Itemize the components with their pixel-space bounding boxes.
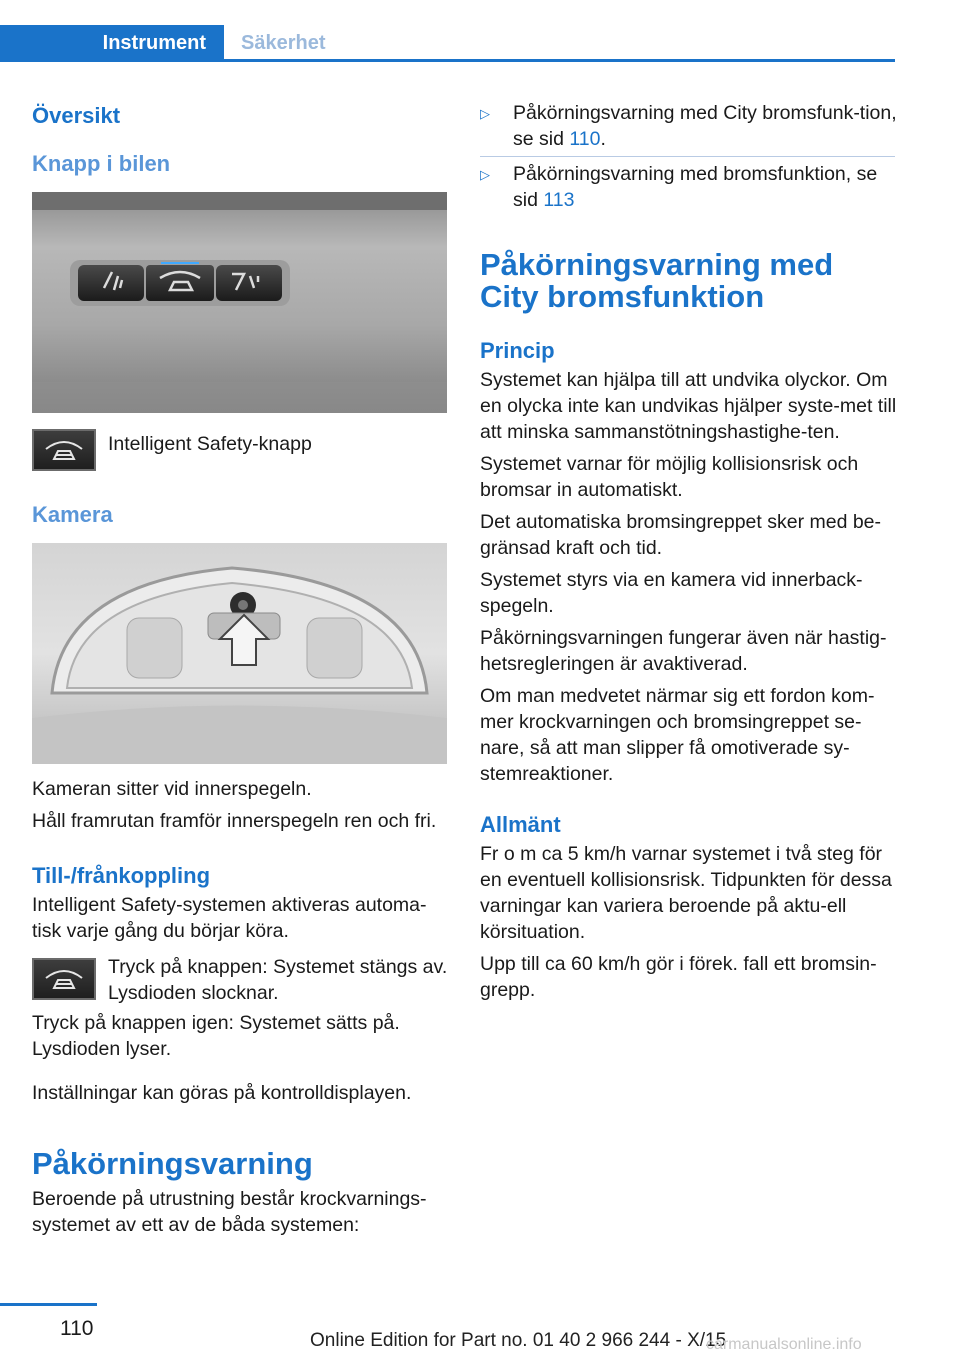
heading-kamera: Kamera <box>32 502 113 527</box>
paragraph-kamera-2: Håll framrutan framför innerspegeln ren och fri. <box>32 810 437 832</box>
safety-button-legend <box>32 429 450 471</box>
link-page-110[interactable]: 110 <box>569 128 601 150</box>
bullet-arrow-icon: ▷ <box>480 106 490 121</box>
bullet-city-text: Påkörningsvarning med City bromsfunk-tion, se sid 110. <box>513 102 897 150</box>
bullet-divider <box>480 156 895 157</box>
paragraph-princip-6: Om man medvetet närmar sig ett fordon kom-mer krockvarningen och bromsingreppet se-nare, så att man slipper få omotiverade sy-stemreaktioner. <box>480 685 875 785</box>
icon2-label: Tryck på knappen: Systemet stängs av. Lysdioden slocknar. <box>108 956 448 1004</box>
paragraph-princip-2: Systemet varnar för möjlig kollisionsrisk och bromsar in automatiskt. <box>480 453 859 501</box>
edition-footer: Online Edition for Part no. 01 40 2 966 244 - X/15 <box>310 1330 727 1351</box>
heading-pakorningsvarning: Påkörningsvarning <box>32 1146 313 1181</box>
page-number: 110 <box>60 1317 94 1340</box>
bullet-arrow-icon: ▷ <box>480 167 490 182</box>
right-column <box>480 100 898 1003</box>
link-page-113[interactable]: 113 <box>543 189 575 211</box>
paragraph-kamera-1: Kameran sitter vid innerspegeln. <box>32 778 312 800</box>
header-tabs <box>0 0 895 63</box>
bullet-broms <box>480 161 898 213</box>
paragraph-pakorning: Beroende på utrustning består krockvarnings-systemet av ett av de båda systemen: <box>32 1188 427 1236</box>
tab-instrument[interactable]: Instrument <box>0 25 224 61</box>
heading-allmant: Allmänt <box>480 812 561 837</box>
heading-knapp-i-bilen: Knapp i bilen <box>32 151 171 176</box>
icon1-label: Intelligent Safety-knapp <box>108 433 312 455</box>
intelligent-safety-icon <box>32 429 96 471</box>
bullet-city <box>480 100 898 152</box>
paragraph-till-2: Tryck på knappen igen: Systemet sätts på. Lysdioden lyser. <box>32 1012 400 1060</box>
intelligent-safety-icon-2 <box>32 958 96 1000</box>
safety-button-instruction <box>32 954 450 1006</box>
paragraph-till-1: Intelligent Safety-systemen aktiveras automa-tisk varje gång du börjar köra. <box>32 894 427 942</box>
paragraph-allmant-1: Fr o m ca 5 km/h varnar systemet i två steg för en eventuell kollisionsrisk. Tidpunkten för dessa varningar kan variera beroende på aktu-ell körsituation. <box>480 843 892 943</box>
bullet-broms-text: Påkörningsvarning med bromsfunktion, se sid 113 <box>513 163 878 211</box>
header-divider <box>0 59 895 62</box>
tab-sakerhet[interactable]: Säkerhet <box>241 31 326 54</box>
paragraph-till-3: Inställningar kan göras på kontrolldisplayen. <box>32 1082 412 1104</box>
paragraph-princip-1: Systemet kan hjälpa till att undvika olyckor. Om en olycka inte kan undvikas hjälper syste-met till att minska sammanstötningshastighe-ten. <box>480 369 897 443</box>
paragraph-princip-5: Påkörningsvarningen fungerar även när hastig-hetsregleringen är avaktiverad. <box>480 627 887 675</box>
watermark: carmanualsonline.info <box>706 1336 862 1353</box>
camera-photo <box>32 543 447 764</box>
heading-city-bromsfunktion: Påkörningsvarning med City bromsfunktion <box>480 247 834 314</box>
paragraph-allmant-2: Upp till ca 60 km/h gör i förek. fall ett bromsin-grepp. <box>480 953 877 1001</box>
left-column <box>32 100 450 1238</box>
paragraph-princip-4: Systemet styrs via en kamera vid innerback-spegeln. <box>480 569 863 617</box>
heading-princip: Princip <box>480 338 555 363</box>
page-number-rule <box>0 1303 97 1306</box>
heading-till-frankoppling: Till-/frånkoppling <box>32 863 211 888</box>
heading-oversikt: Översikt <box>32 103 121 128</box>
paragraph-princip-3: Det automatiska bromsingreppet sker med be-gränsad kraft och tid. <box>480 511 882 559</box>
button-panel-photo <box>32 192 447 413</box>
